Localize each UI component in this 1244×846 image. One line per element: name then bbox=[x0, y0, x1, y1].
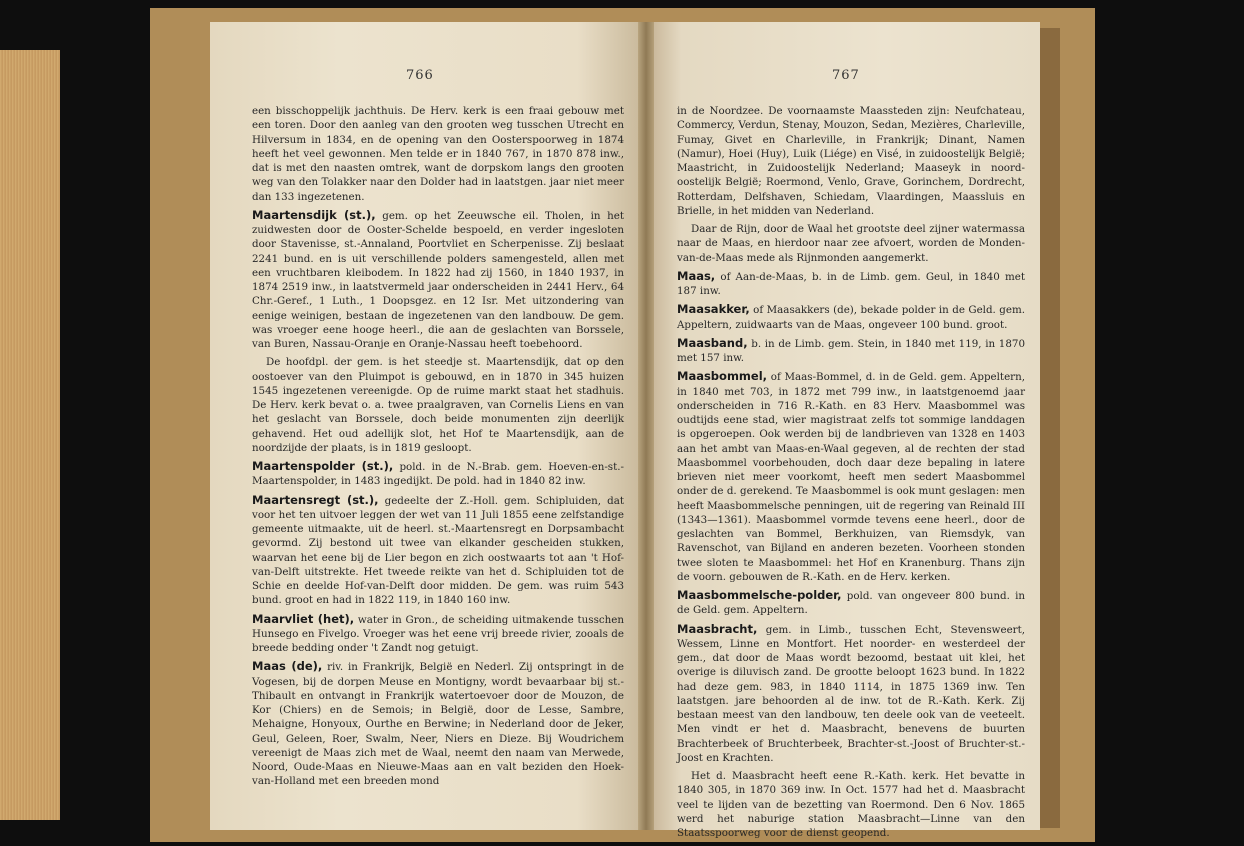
page-edges-left bbox=[0, 50, 60, 820]
entry-text: een bisschoppelijk jachthuis. De Herv. kerk is een fraai gebouw met een toren. Door den aanleg van den grooten weg tusschen Utrecht en Hilversum in 1834, en de opening van den Oosterspoorweg in 1874 heeft het veel gewonnen. Men telde er in 1840 767, in 1870 878 inw., dat is met den naasten omtrek, want de dorpskom langs den grooten weg van den Tolakker naar den Dolder had in laatstgen. jaar niet meer dan 133 ingezetenen. bbox=[252, 105, 624, 203]
entry-headword: Maartenspolder (st.), bbox=[252, 459, 394, 473]
dictionary-entry bbox=[677, 369, 1025, 584]
paragraph bbox=[252, 104, 624, 204]
entry-text: riv. in Frankrijk, België en Nederl. Zij ontspringt in de Vogesen, bij de dorpen Meuse en Montigny, wordt bevaarbaar bij st.-Thibault en ontvangt in Frankrijk watertoevoer door de Mouzon, de Kor (Chiers) en de Semois; in België, door de Lesse, Sambre, Mehaigne, Honyoux, Ourthe en Berwine; in Nederland door de Jeker, Geul, Geleen, Roer, Swalm, Neer, Niers en Dieze. Bij Woudrichem vereenigt de Maas zich met de Waal, neemt den naam van Merwede, Noord, Oude-Maas en Nieuwe-Maas aan en valt beziden den Hoek-van-Holland met een breeden mond bbox=[252, 661, 624, 788]
right-page-text bbox=[677, 104, 1025, 844]
dictionary-entry bbox=[677, 622, 1025, 766]
dictionary-entry bbox=[252, 659, 624, 788]
right-page-number: 767 bbox=[832, 68, 860, 83]
entry-headword: Maasbommelsche-polder, bbox=[677, 588, 842, 602]
dictionary-entry bbox=[677, 336, 1025, 366]
entry-headword: Maasbommel, bbox=[677, 369, 768, 384]
paragraph bbox=[677, 769, 1025, 840]
dictionary-entry bbox=[252, 208, 624, 352]
dictionary-entry bbox=[677, 269, 1025, 299]
paragraph bbox=[677, 104, 1025, 218]
entry-text: De hoofdpl. der gem. is het steedje st. Maartensdijk, dat op den oostoever van den Pluimpot is gebouwd, en in 1870 in 345 huizen 1545 ingezetenen vereenigde. Op de ruime markt staat het stadhuis. De Herv. kerk bevat o. a. twee praalgraven, van Cornelis Liens en van het geslacht van Borssele, doch beide monumenten zijn deerlijk gehavend. Het oud adellijk slot, het Hof te Maartensdijk, aan de noordzijde der plaats, is in 1819 gesloopt. bbox=[252, 356, 624, 454]
entry-text: pold. van ongeveer 800 bund. in de Geld. gem. Appeltern. bbox=[677, 590, 1025, 617]
dictionary-entry bbox=[252, 493, 624, 608]
entry-text: Het d. Maasbracht heeft eene R.-Kath. kerk. Het bevatte in 1840 305, in 1870 369 inw. In Oct. 1577 had het d. Maasbracht veel te lijden van de bezetting van Roermond. Den 6 Nov. 1865 werd het naburige station Maasbracht—Linne van den Staatsspoorweg voor de dienst geopend. bbox=[677, 770, 1025, 839]
dictionary-entry bbox=[677, 588, 1025, 618]
entry-text: pold. in de N.-Brab. gem. Hoeven-en-st.-Maartenspolder, in 1483 ingedijkt. De pold. had in 1840 82 inw. bbox=[252, 461, 624, 488]
entry-text: gem. op het Zeeuwsche eil. Tholen, in het zuidwesten door de Ooster-Schelde bespoeld, en verder ingesloten door Stavenisse, st.-Annaland, Poortvliet en Scherpenisse. Zij beslaat 2241 bund. en is uit verschillende polders samengesteld, allen met een vruchtbaren kleibodem. In 1822 had zij 1560, in 1840 1937, in 1874 2519 inw., in laatstvermeld jaar onderscheiden in 2441 Herv., 64 Chr.-Geref., 1 Luth., 1 Doopsgez. en 12 Isr. Met uitzondering van eenige weinigen, bestaan de ingezetenen van den landbouw. De gem. was vroeger eene hooge heerl., die aan de geslachten van Borssele, van Buren, Nassau-Oranje en Oranje-Nassau heeft toebehoord. bbox=[252, 209, 624, 350]
dictionary-entry bbox=[252, 612, 624, 656]
entry-text: of Maas-Bommel, d. in de Geld. gem. Appeltern, in 1840 met 703, in 1872 met 799 inw., in laatstgenoemd jaar onderscheiden in 716 R.-Kath. en 83 Herv. Maasbommel was oudtijds eene stad, wier magistraat zelfs tot sommige landdagen is opgeroepen. Ook werden bij de landbrieven van 1328 en 1403 aan het ambt van Maas-en-Waal gegeven, al de rechten der stad Maasbommel voorbehouden, doch daar deze bepaling in latere brieven niet meer voorkomt, heeft men sedert Maasbommel onder de d. gerekend. Te Maasbommel is ook munt geslagen: men heeft Maasbommelsche penningen, uit de regering van Reinald III (1343—1361). Maasbommel vormde tevens eene heerl., door de geslachten van Bommel, Berkhuizen, van Riemsdyk, van Ravenschot, van Bijland en anderen bezeten. Voorheen stonden twee sloten te Maasbommel: het Hof en Kranenburg. Thans zijn de voorn. gebouwen de R.-Kath. en de Herv. kerken. bbox=[677, 371, 1025, 583]
entry-text: Daar de Rijn, door de Waal het grootste deel zijner watermassa naar de Maas, en hierdoor naar zee afvoert, worden de Monden-van-de-Maas mede als Rijnmonden aangemerkt. bbox=[677, 223, 1025, 264]
entry-text: gedeelte der Z.-Holl. gem. Schipluiden, dat voor het ten uitvoer leggen der wet van 11 Juli 1855 eene zelfstandige gemeente uitmaakte, uit de heerl. st.-Maartensregt en Dorpsambacht gevormd. Zij bestond uit twee van elkander gescheiden stukken, waarvan het eene bij de Lier begon en zich oostwaarts tot aan 't Hof-van-Delft uitstrekte. Het tweede reikte van het d. Schipluiden tot de Schie en deelde Hof-van-Delft door midden. De gem. was ruim 543 bund. groot en had in 1822 119, in 1840 160 inw. bbox=[252, 494, 624, 607]
entry-text: of Aan-de-Maas, b. in de Limb. gem. Geul, in 1840 met 187 inw. bbox=[677, 270, 1025, 297]
left-page-text bbox=[252, 104, 624, 793]
entry-headword: Maasband, bbox=[677, 335, 748, 350]
entry-headword: Maas (de), bbox=[252, 659, 323, 674]
dictionary-entry bbox=[252, 459, 624, 489]
entry-headword: Maartensregt (st.), bbox=[252, 492, 379, 507]
entry-headword: Maasakker, bbox=[677, 302, 750, 317]
paragraph bbox=[677, 222, 1025, 265]
entry-text: water in Gron., de scheiding uitmakende tusschen Hunsego en Fivelgo. Vroeger was het eene vrij breede rivier, zooals de breede bedding onder 't Zandt nog getuigt. bbox=[252, 613, 624, 654]
entry-text: in de Noordzee. De voornaamste Maassteden zijn: Neufchateau, Commercy, Verdun, Stenay, Mouzon, Sedan, Mezières, Charleville, Fumay, Givet en Charleville, in Frankrijk; Dinant, Namen (Namur), Hoei (Huy), Luik (Liége) en Visé, in zuidoostelijk België; Maastricht, in Zuidoostelijk Nederland; Maaseyk in noord-oostelijk België; Roermond, Venlo, Grave, Gorinchem, Dordrecht, Rotterdam, Delfshaven, Schiedam, Vlaardingen, Maassluis en Brielle, in het midden van Nederland. bbox=[677, 105, 1025, 217]
entry-headword: Maas, bbox=[677, 268, 716, 283]
entry-headword: Maartensdijk (st.), bbox=[252, 207, 376, 222]
paragraph bbox=[252, 355, 624, 455]
dictionary-entry bbox=[677, 302, 1025, 332]
entry-headword: Maasbracht, bbox=[677, 621, 758, 636]
left-page-number: 766 bbox=[406, 68, 434, 83]
entry-text: of Maasakkers (de), bekade polder in de Geld. gem. Appeltern, zuidwaarts van de Maas, ongeveer 100 bund. groot. bbox=[677, 304, 1025, 331]
entry-headword: Maarvliet (het), bbox=[252, 611, 355, 626]
entry-text: gem. in Limb., tusschen Echt, Stevensweert, Wessem, Linne en Montfort. Het noorder- en westerdeel der gem., dat door de Maas wordt bezoomd, bestaat uit klei, het overige is diluvisch zand. De grootte beloopt 1623 bund. In 1822 had deze gem. 983, in 1840 1114, in 1875 1369 inw. Ten laatstgen. jare behoorden al de inw. tot de R.-Kath. Kerk. Zij bestaan meest van den landbouw, ten deele ook van de veeteelt. Men vindt er het d. Maasbracht, benevens de buurten Brachterbeek of Bruchterbeek, Brachter-st.-Joost of Bruchter-st.-Joost en Krachten. bbox=[677, 623, 1025, 764]
book-gutter bbox=[638, 22, 654, 830]
entry-text: b. in de Limb. gem. Stein, in 1840 met 119, in 1870 met 157 inw. bbox=[677, 337, 1025, 364]
